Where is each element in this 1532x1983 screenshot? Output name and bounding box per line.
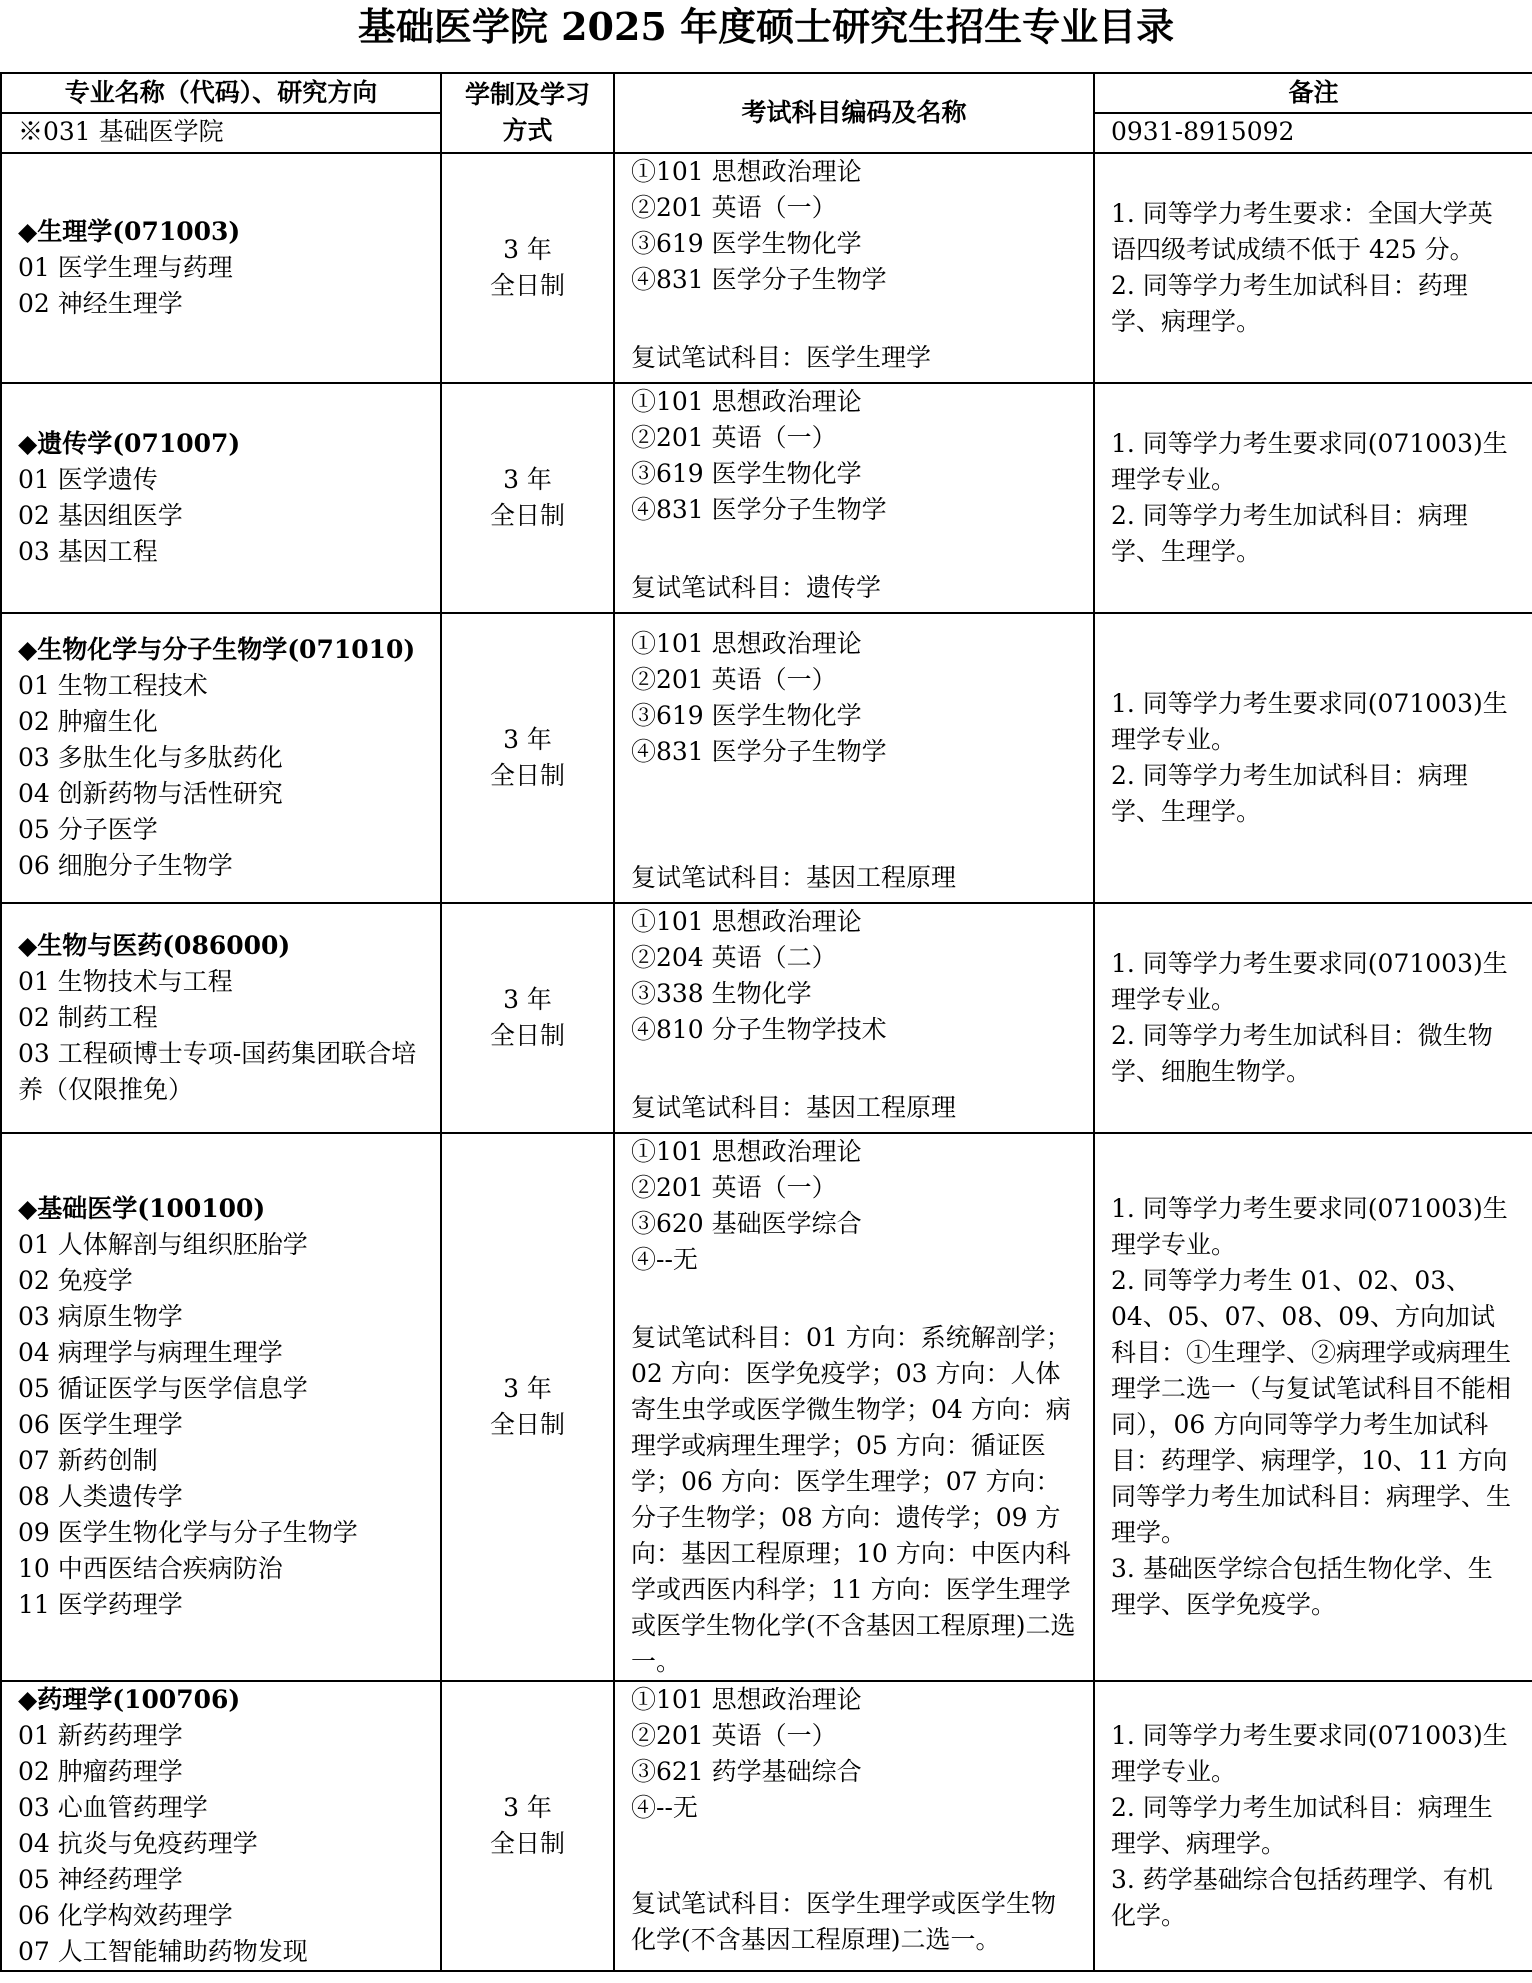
table-row [1,153,1532,383]
direction: 02 肿瘤生化 [18,707,158,736]
note: 3. 药学基础综合包括药理学、有机化学。 [1111,1865,1493,1930]
direction: 04 抗炎与免疫药理学 [18,1829,258,1858]
exam-subject: ④831 医学分子生物学 [631,265,887,294]
exam-subject: ①101 思想政治理论 [631,1685,862,1714]
duration: 3 年 [503,725,552,754]
header-major: 专业名称（代码）、研究方向 [1,73,441,113]
header-row [1,73,1532,113]
exam-subject: ①101 思想政治理论 [631,157,862,186]
header-notes: 备注 [1094,73,1532,113]
direction: 06 化学构效药理学 [18,1901,233,1930]
direction: 07 新药创制 [18,1446,158,1475]
note: 1. 同等学力考生要求同(071003)生理学专业。 [1111,949,1508,1014]
note: 1. 同等学力考生要求同(071003)生理学专业。 [1111,689,1508,754]
retest-subject: 复试笔试科目：基因工程原理 [631,1093,957,1122]
retest-subject: 复试笔试科目：基因工程原理 [631,863,957,892]
retest-subject: 复试笔试科目：遗传学 [631,573,882,602]
duration: 3 年 [503,465,552,494]
direction: 08 人类遗传学 [18,1482,183,1511]
duration-cell [441,903,614,1133]
exam-subject: ④831 医学分子生物学 [631,737,887,766]
exam-cell [614,153,1094,383]
direction: 04 病理学与病理生理学 [18,1338,283,1367]
major-cell [1,903,441,1133]
exam-cell [614,383,1094,613]
direction: 02 神经生理学 [18,289,183,318]
notes-cell [1094,1133,1532,1681]
major-name: ◆基础医学(100100) [18,1194,266,1223]
note: 2. 同等学力考生加试科目：病理学、生理学。 [1111,761,1468,826]
duration-cell [441,1133,614,1681]
retest-subject: 复试笔试科目：01 方向：系统解剖学；02 方向：医学免疫学；03 方向：人体寄生虫学或医学微生物学；04 方向：病理学或病理生理学；05 方向：循证医学；06 方向：医学生理学；07 方向：分子生物学；08 方向：遗传学；09 方向：基因工程原理；10 方向：中医内科学或西医内科学；11 方向：医学生理学或医学生物化学(不含基因工程原理)二选一。 [631,1323,1076,1676]
direction: 01 医学生理与药理 [18,253,233,282]
study-mode: 全日制 [489,1021,565,1050]
exam-subject: ②201 英语（一） [631,665,837,694]
direction: 03 基因工程 [18,537,158,566]
exam-cell [614,1681,1094,1971]
direction: 03 工程硕博士专项-国药集团联合培养（仅限推免） [18,1039,417,1104]
exam-cell [614,613,1094,903]
direction: 05 分子医学 [18,815,158,844]
exam-subject: ③621 药学基础综合 [631,1757,862,1786]
catalog-table [0,72,1532,1972]
note: 3. 基础医学综合包括生物化学、生理学、医学免疫学。 [1111,1554,1493,1619]
note: 1. 同等学力考生要求同(071003)生理学专业。 [1111,1721,1508,1786]
exam-subject: ①101 思想政治理论 [631,387,862,416]
direction: 07 人工智能辅助药物发现 [18,1937,308,1966]
exam-subject: ③619 医学生物化学 [631,459,862,488]
duration: 3 年 [503,985,552,1014]
direction: 03 心血管药理学 [18,1793,208,1822]
exam-subject: ①101 思想政治理论 [631,1137,862,1166]
duration: 3 年 [503,1793,552,1822]
notes-cell [1094,613,1532,903]
direction: 04 创新药物与活性研究 [18,779,283,808]
note: 1. 同等学力考生要求同(071003)生理学专业。 [1111,1194,1508,1259]
dept-phone: 0931-8915092 [1094,113,1532,153]
study-mode: 全日制 [489,1410,565,1439]
notes-cell [1094,903,1532,1133]
major-name: ◆生理学(071003) [18,217,241,246]
direction: 01 人体解剖与组织胚胎学 [18,1230,308,1259]
major-cell [1,153,441,383]
note: 2. 同等学力考生加试科目：病理生理学、病理学。 [1111,1793,1493,1858]
direction: 01 新药药理学 [18,1721,183,1750]
duration: 3 年 [503,1374,552,1403]
direction: 02 免疫学 [18,1266,133,1295]
duration-cell [441,613,614,903]
exam-subject: ②201 英语（一） [631,1721,837,1750]
exam-subject: ③620 基础医学综合 [631,1209,862,1238]
direction: 02 基因组医学 [18,501,183,530]
duration-cell [441,383,614,613]
direction: 11 医学药理学 [18,1590,183,1619]
exam-subject: ②201 英语（一） [631,193,837,222]
exam-subject: ①101 思想政治理论 [631,629,862,658]
direction: 01 生物技术与工程 [18,967,233,996]
note: 1. 同等学力考生要求同(071003)生理学专业。 [1111,429,1508,494]
dept-label: ※031 基础医学院 [1,113,441,153]
page-title: 基础医学院 2025 年度硕士研究生招生专业目录 [357,4,1175,49]
direction: 06 细胞分子生物学 [18,851,233,880]
table-row [1,613,1532,903]
exam-subject: ③619 医学生物化学 [631,701,862,730]
major-cell [1,383,441,613]
table-row [1,383,1532,613]
direction: 02 肿瘤药理学 [18,1757,183,1786]
retest-subject: 复试笔试科目：医学生理学或医学生物化学(不含基因工程原理)二选一。 [631,1889,1057,1954]
major-name: ◆生物化学与分子生物学(071010) [18,635,416,664]
major-cell [1,1133,441,1681]
study-mode: 全日制 [489,761,565,790]
retest-subject: 复试笔试科目：医学生理学 [631,343,932,372]
exam-cell [614,903,1094,1133]
duration: 3 年 [503,235,552,264]
exam-subject: ④810 分子生物学技术 [631,1015,887,1044]
study-mode: 全日制 [489,1829,565,1858]
direction: 01 医学遗传 [18,465,158,494]
direction: 10 中西医结合疾病防治 [18,1554,283,1583]
direction: 05 神经药理学 [18,1865,183,1894]
table-row [1,1133,1532,1681]
duration-cell [441,153,614,383]
exam-subject: ③338 生物化学 [631,979,812,1008]
table-row [1,1681,1532,1971]
exam-cell [614,1133,1094,1681]
exam-subject: ②201 英语（一） [631,423,837,452]
major-name: ◆药理学(100706) [18,1685,241,1714]
study-mode: 全日制 [489,271,565,300]
note: 2. 同等学力考生加试科目：微生物学、细胞生物学。 [1111,1021,1493,1086]
notes-cell [1094,383,1532,613]
exam-subject: ④--无 [631,1793,698,1822]
direction: 03 多肽生化与多肽药化 [18,743,283,772]
note: 2. 同等学力考生加试科目：药理学、病理学。 [1111,271,1468,336]
study-mode: 全日制 [489,501,565,530]
exam-subject: ④831 医学分子生物学 [631,495,887,524]
header-exam: 考试科目编码及名称 [614,73,1094,153]
major-name: ◆遗传学(071007) [18,429,241,458]
note: 1. 同等学力考生要求：全国大学英语四级考试成绩不低于 425 分。 [1111,199,1493,264]
direction: 06 医学生理学 [18,1410,183,1439]
direction: 02 制药工程 [18,1003,158,1032]
direction: 03 病原生物学 [18,1302,183,1331]
major-name: ◆生物与医药(086000) [18,931,291,960]
exam-subject: ④--无 [631,1245,698,1274]
exam-subject: ③619 医学生物化学 [631,229,862,258]
major-cell [1,613,441,903]
notes-cell [1094,153,1532,383]
exam-subject: ②204 英语（二） [631,943,837,972]
note: 2. 同等学力考生加试科目：病理学、生理学。 [1111,501,1468,566]
duration-cell [441,1681,614,1971]
exam-subject: ①101 思想政治理论 [631,907,862,936]
header-duration: 学制及学习方式 [441,73,614,153]
direction: 09 医学生物化学与分子生物学 [18,1518,358,1547]
notes-cell [1094,1681,1532,1971]
direction: 05 循证医学与医学信息学 [18,1374,308,1403]
major-cell [1,1681,441,1971]
table-row [1,903,1532,1133]
note: 2. 同等学力考生 01、02、03、04、05、07、08、09、方向加试科目：①生理学、②病理学或病理生理学二选一（与复试笔试科目不能相同），06 方向同等学力考生加试科目：药理学、病理学，10、11 方向同等学力考生加试科目：病理学、生理学。 [1111,1266,1512,1547]
direction: 01 生物工程技术 [18,671,208,700]
exam-subject: ②201 英语（一） [631,1173,837,1202]
